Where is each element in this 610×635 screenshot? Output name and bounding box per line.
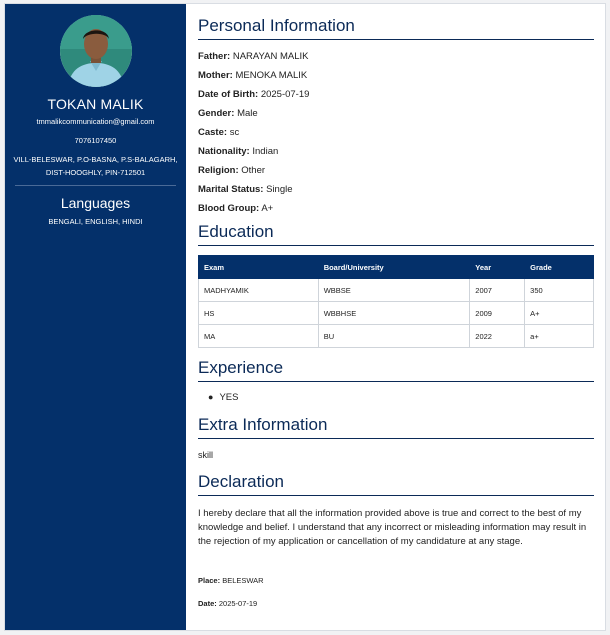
info-value: sc: [229, 127, 240, 138]
table-cell: HS: [199, 302, 319, 325]
table-cell: A+: [525, 302, 594, 325]
candidate-name: TOKAN MALIK: [47, 96, 144, 112]
info-label: Father:: [198, 51, 231, 62]
table-cell: WBBSE: [318, 279, 470, 302]
extra-info-text: skill: [198, 450, 213, 460]
table-cell: MADHYAMIK: [199, 279, 319, 302]
table-cell: 2022: [470, 325, 525, 348]
experience-item-text: YES: [219, 392, 239, 403]
info-value: Other: [241, 165, 266, 176]
phone-number: 7076107450: [74, 136, 117, 145]
info-label: Caste:: [198, 127, 228, 138]
table-cell: a+: [525, 325, 594, 348]
column-header-grade: Grade: [525, 256, 594, 279]
column-header-board: Board/University: [318, 256, 470, 279]
education-heading: Education: [198, 222, 594, 246]
languages-heading: Languages: [60, 195, 131, 211]
info-value: Male: [237, 108, 258, 119]
profile-photo: [60, 15, 132, 87]
info-row-father: [198, 51, 309, 62]
experience-heading: Experience: [198, 358, 594, 382]
info-row-dob: [198, 89, 309, 100]
info-row-marital-status: [198, 184, 293, 195]
info-label: Gender:: [198, 108, 235, 119]
extra-info-heading: Extra Information: [198, 415, 594, 439]
table-row: [199, 302, 594, 325]
table-header-row: [199, 256, 594, 279]
info-label: Blood Group:: [198, 203, 260, 214]
email-address: tmmalikcommunication@gmail.com: [36, 117, 155, 126]
info-row-blood-group: [198, 203, 273, 214]
info-value: A+: [261, 203, 274, 214]
info-value: Single: [266, 184, 293, 195]
info-row-caste: [198, 127, 239, 138]
info-row-religion: [198, 165, 265, 176]
table-row: [199, 325, 594, 348]
postal-address: VILL-BELESWAR, P.O-BASNA, P.S-BALAGARH, DIST-HOOGHLY, PIN-712501: [13, 155, 178, 177]
declaration-text: I hereby declare that all the information provided above is true and correct to the best of my knowledge and belief. I understand that any incorrect or misleading information may result in the rejection of my application or cancellation of my candidature at any stage.: [198, 508, 587, 547]
info-value: Indian: [252, 146, 279, 157]
list-item: [208, 392, 238, 403]
info-label: Date of Birth:: [198, 89, 259, 100]
info-value: NARAYAN MALIK: [232, 51, 309, 62]
info-value: MENOKA MALIK: [235, 70, 308, 81]
table-row: [199, 279, 594, 302]
info-row-nationality: [198, 146, 278, 157]
info-value: 2025-07-19: [260, 89, 310, 100]
info-label: Marital Status:: [198, 184, 264, 195]
info-label: Mother:: [198, 70, 233, 81]
info-row-mother: [198, 70, 307, 81]
bullet-icon: ●: [208, 392, 214, 402]
declaration-heading: Declaration: [198, 472, 594, 496]
sidebar: [5, 4, 186, 630]
table-cell: 2007: [470, 279, 525, 302]
info-label: Religion:: [198, 165, 239, 176]
sidebar-divider: [15, 185, 176, 186]
table-cell: BU: [318, 325, 470, 348]
table-cell: MA: [199, 325, 319, 348]
table-cell: WBBHSE: [318, 302, 470, 325]
info-row-gender: [198, 108, 258, 119]
declaration-place: [198, 576, 264, 585]
table-cell: 2009: [470, 302, 525, 325]
resume-page: [4, 3, 606, 631]
declaration-date: [198, 599, 257, 608]
date-label: Date:: [198, 599, 217, 608]
column-header-year: Year: [470, 256, 525, 279]
place-value: BELESWAR: [222, 576, 264, 585]
date-value: 2025-07-19: [218, 599, 258, 608]
languages-list: BENGALI, ENGLISH, HINDI: [48, 217, 143, 226]
table-cell: 350: [525, 279, 594, 302]
education-table: [198, 255, 594, 348]
column-header-exam: Exam: [199, 256, 319, 279]
info-label: Nationality:: [198, 146, 250, 157]
place-label: Place:: [198, 576, 221, 585]
avatar: [60, 15, 132, 87]
personal-info-heading: Personal Information: [198, 16, 594, 40]
